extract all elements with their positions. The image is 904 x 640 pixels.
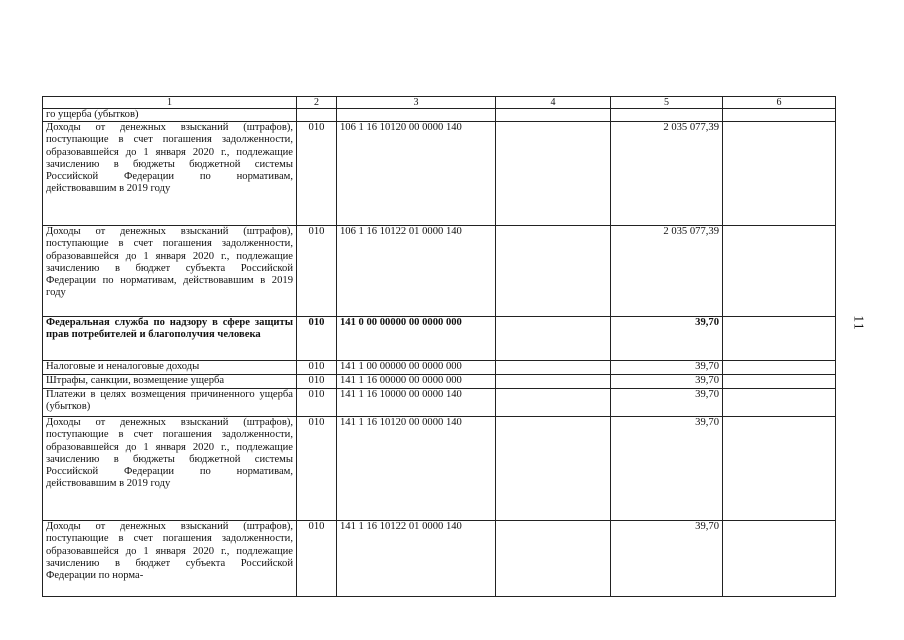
col-header-5: 5 — [611, 97, 723, 109]
row-col6 — [723, 375, 836, 389]
table-row — [43, 389, 836, 417]
row-code: 010 — [297, 122, 337, 226]
revenue-table — [42, 96, 836, 597]
row-name: Федеральная служба по надзору в сфере защиты прав потребителей и благополучия человека — [43, 317, 297, 361]
row-code: 010 — [297, 226, 337, 317]
row-col6 — [723, 521, 836, 597]
row-name: Платежи в целях возмещения причиненного ущерба (убытков) — [43, 389, 297, 417]
col-header-4: 4 — [496, 97, 611, 109]
row-code — [297, 109, 337, 122]
row-code: 010 — [297, 375, 337, 389]
row-col6 — [723, 109, 836, 122]
row-amount: 2 035 077,39 — [611, 122, 723, 226]
row-amount: 39,70 — [611, 375, 723, 389]
row-col4 — [496, 389, 611, 417]
row-col6 — [723, 317, 836, 361]
row-amount: 39,70 — [611, 317, 723, 361]
row-name: Доходы от денежных взысканий (штрафов), поступающие в счет погашения задолженности, образовавшейся до 1 января 2020 г., подлежащие зачислению в бюджеты бюджетной системы Российской Федерации по нормативам, действовавшим в 2019 году — [43, 122, 297, 226]
row-code: 010 — [297, 317, 337, 361]
row-col4 — [496, 521, 611, 597]
table-row — [43, 226, 836, 317]
row-col4 — [496, 109, 611, 122]
row-amount — [611, 109, 723, 122]
table-row — [43, 317, 836, 361]
row-name: Доходы от денежных взысканий (штрафов), поступающие в счет погашения задолженности, образовавшейся до 1 января 2020 г., подлежащие зачислению в бюджеты бюджетной системы Российской Федерации по нормативам, действовавшим в 2019 году — [43, 417, 297, 521]
row-kbk: 141 0 00 00000 00 0000 000 — [337, 317, 496, 361]
row-col4 — [496, 226, 611, 317]
row-kbk: 141 1 16 00000 00 0000 000 — [337, 375, 496, 389]
row-col4 — [496, 361, 611, 375]
row-kbk — [337, 109, 496, 122]
col-header-3: 3 — [337, 97, 496, 109]
col-header-2: 2 — [297, 97, 337, 109]
row-name: Доходы от денежных взысканий (штрафов), поступающие в счет погашения задолженности, образовавшейся до 1 января 2020 г., подлежащие зачислению в бюджет субъекта Российской Федерации по нормативам, действовавшим в 2019 году — [43, 226, 297, 317]
row-col4 — [496, 122, 611, 226]
col-header-1: 1 — [43, 97, 297, 109]
row-col6 — [723, 361, 836, 375]
row-kbk: 141 1 00 00000 00 0000 000 — [337, 361, 496, 375]
row-amount: 39,70 — [611, 417, 723, 521]
row-col6 — [723, 389, 836, 417]
row-kbk: 106 1 16 10120 00 0000 140 — [337, 122, 496, 226]
row-col4 — [496, 317, 611, 361]
row-col4 — [496, 417, 611, 521]
row-col6 — [723, 226, 836, 317]
row-code: 010 — [297, 361, 337, 375]
row-code: 010 — [297, 417, 337, 521]
row-code: 010 — [297, 389, 337, 417]
row-amount: 39,70 — [611, 521, 723, 597]
col-header-6: 6 — [723, 97, 836, 109]
row-col4 — [496, 375, 611, 389]
row-name: Штрафы, санкции, возмещение ущерба — [43, 375, 297, 389]
row-amount: 2 035 077,39 — [611, 226, 723, 317]
row-kbk: 106 1 16 10122 01 0000 140 — [337, 226, 496, 317]
table-row — [43, 375, 836, 389]
table-row — [43, 122, 836, 226]
row-kbk: 141 1 16 10000 00 0000 140 — [337, 389, 496, 417]
row-name: Налоговые и неналоговые доходы — [43, 361, 297, 375]
table-row — [43, 521, 836, 597]
row-name: Доходы от денежных взысканий (штрафов), поступающие в счет погашения задолженности, образовавшейся до 1 января 2020 г., подлежащие зачислению в бюджет субъекта Российской Федерации по норма- — [43, 521, 297, 597]
table-row — [43, 109, 836, 122]
row-col6 — [723, 122, 836, 226]
row-kbk: 141 1 16 10120 00 0000 140 — [337, 417, 496, 521]
page-number: 11 — [850, 315, 866, 331]
row-kbk: 141 1 16 10122 01 0000 140 — [337, 521, 496, 597]
row-amount: 39,70 — [611, 389, 723, 417]
table-header-row — [43, 97, 836, 109]
table-row — [43, 417, 836, 521]
table-row — [43, 361, 836, 375]
row-col6 — [723, 417, 836, 521]
row-name: го ущерба (убытков) — [43, 109, 297, 122]
row-amount: 39,70 — [611, 361, 723, 375]
row-code: 010 — [297, 521, 337, 597]
